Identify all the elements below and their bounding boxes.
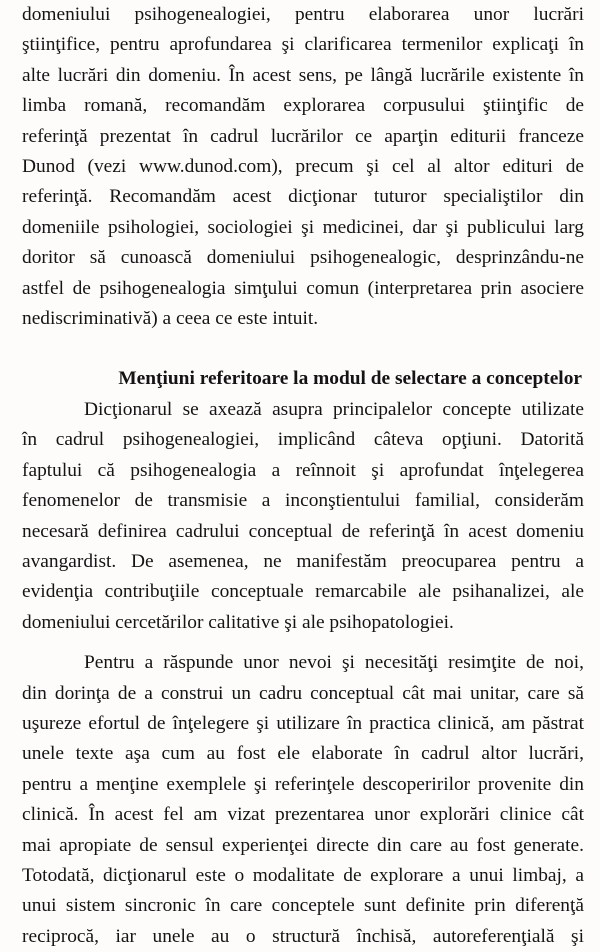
text-line: referinţă. Recomandăm acest dicţionar tuturor specialiştilor din — [22, 186, 584, 208]
text-line: domeniului psihogenealogiei, pentru elaborarea unor lucrări — [22, 4, 584, 25]
text-line: pentru a menţine exemplele şi referinţele descoperirilor provenite din — [22, 773, 584, 795]
text-line: uşureze efortul de înţelegere şi utilizare în practica clinică, am păstrat — [22, 712, 584, 734]
paragraph-needs — [22, 648, 584, 952]
text-line: Pentru a răspunde unor nevoi şi necesităţi resimţite de noi, — [84, 652, 584, 674]
text-line: mai apropiate de sensul experienţei directe din care au fost generate. — [22, 834, 584, 856]
paragraph-concept-selection — [22, 395, 584, 638]
text-line: evidenţia contribuţiile conceptuale remarcabile ale psihanalizei, ale — [22, 581, 584, 603]
text-line: domeniile psihologiei, sociologiei şi medicinei, dar şi publicului larg — [22, 216, 584, 238]
text-line: reciprocă, iar unele au o structură închisă, autoreferenţială şi — [22, 925, 584, 947]
text-line: limba romană, recomandăm explorarea corpusului ştiinţific de — [22, 95, 584, 117]
paragraph-intro-continuation — [22, 0, 584, 334]
text-line: astfel de psihogenealogia simţului comun (interpretarea prin asociere — [22, 277, 584, 299]
text-line: alte lucrări din domeniu. În acest sens, pe lângă lucrările existente în — [22, 64, 584, 86]
text-line: unele texte aşa cum au fost ele elaborate în cadrul altor lucrări, — [22, 743, 584, 765]
document-page — [22, 0, 584, 952]
section-heading: Menţiuni referitoare la modul de selectare a conceptelor — [118, 368, 582, 390]
text-line: unui sistem sincronic în care conceptele sunt definite prin diferenţă — [22, 895, 584, 917]
text-line: doritor să cunoască domeniului psihogenealogic, desprinzându-ne — [22, 247, 584, 269]
text-line: Dunod (vezi www.dunod.com), precum şi cel al altor edituri de — [22, 156, 584, 178]
text-line: domeniului cercetărilor calitative şi ale psihopatologiei. — [22, 611, 454, 633]
text-line: nediscriminativă) a ceea ce este intuit. — [22, 308, 319, 330]
text-line: clinică. În acest fel am vizat prezentarea unor explorări clinice cât — [22, 804, 584, 826]
text-line: avangardist. De asemenea, ne manifestăm preocuparea pentru a — [22, 550, 584, 572]
text-line: din dorinţa de a construi un cadru conceptual cât mai unitar, care să — [22, 682, 584, 704]
text-line: Dicţionarul se axează asupra principalelor concepte utilizate — [84, 398, 584, 420]
text-line: fenomenelor de transmisie a inconştientului familial, considerăm — [22, 490, 584, 512]
text-line: Totodată, dicţionarul este o modalitate de explorare a unui limbaj, a — [22, 864, 584, 886]
text-line: faptului că psihogenealogia a reînnoit şi aprofundat înţelegerea — [22, 459, 584, 481]
text-line: ştiinţifice, pentru aprofundarea şi clarificarea termenilor explicaţi în — [22, 34, 584, 56]
text-line: referinţă prezentat în cadrul lucrărilor ce aparţin editurii franceze — [22, 125, 584, 147]
text-line: necesară definirea cadrului conceptual de referinţă în acest domeniu — [22, 520, 584, 542]
text-line: în cadrul psihogenealogiei, implicând câteva opţiuni. Datorită — [22, 429, 584, 451]
